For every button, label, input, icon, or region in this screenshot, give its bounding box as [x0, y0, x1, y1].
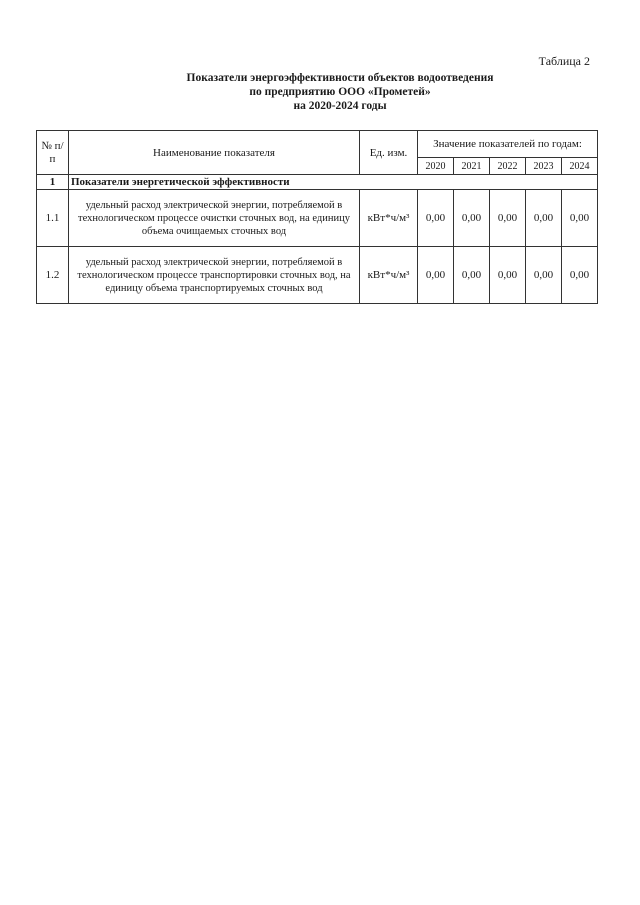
section-row: [37, 175, 598, 190]
row-num: 1.2: [37, 247, 69, 304]
row-name: удельный расход электрической энергии, потребляемой в технологическом процессе транспортировки сточных вод, на единицу объема транспортируемых сточных вод: [69, 247, 360, 304]
header-year: 2021: [454, 158, 490, 175]
row-value: 0,00: [526, 190, 562, 247]
row-value: 0,00: [562, 247, 598, 304]
row-value: 0,00: [454, 190, 490, 247]
row-unit: кВт*ч/м³: [360, 247, 418, 304]
header-year: 2023: [526, 158, 562, 175]
row-num: 1.1: [37, 190, 69, 247]
header-year: 2020: [418, 158, 454, 175]
row-value: 0,00: [562, 190, 598, 247]
title-line: по предприятию ООО «Прометей»: [249, 86, 431, 98]
title-line: на 2020-2024 годы: [293, 100, 387, 112]
header-name: Наименование показателя: [69, 131, 360, 175]
row-value: 0,00: [454, 247, 490, 304]
row-value: 0,00: [490, 247, 526, 304]
table-row: [37, 247, 598, 304]
header-num: № п/п: [37, 131, 69, 175]
row-value: 0,00: [526, 247, 562, 304]
row-unit: кВт*ч/м³: [360, 190, 418, 247]
row-value: 0,00: [418, 190, 454, 247]
table-row: [37, 190, 598, 247]
row-name: удельный расход электрической энергии, потребляемой в технологическом процессе очистки сточных вод, на единицу объема очищаемых сточных вод: [69, 190, 360, 247]
row-value: 0,00: [490, 190, 526, 247]
header-values: Значение показателей по годам:: [418, 131, 598, 158]
section-num: 1: [37, 175, 69, 190]
row-value: 0,00: [418, 247, 454, 304]
title-line: Показатели энергоэффективности объектов водоотведения: [186, 72, 494, 84]
document-title: [140, 71, 540, 113]
header-year: 2024: [562, 158, 598, 175]
indicators-table: [36, 130, 598, 304]
table-label: Таблица 2: [538, 54, 590, 68]
header-unit: Ед. изм.: [360, 131, 418, 175]
header-year: 2022: [490, 158, 526, 175]
section-name: Показатели энергетической эффективности: [69, 175, 598, 190]
